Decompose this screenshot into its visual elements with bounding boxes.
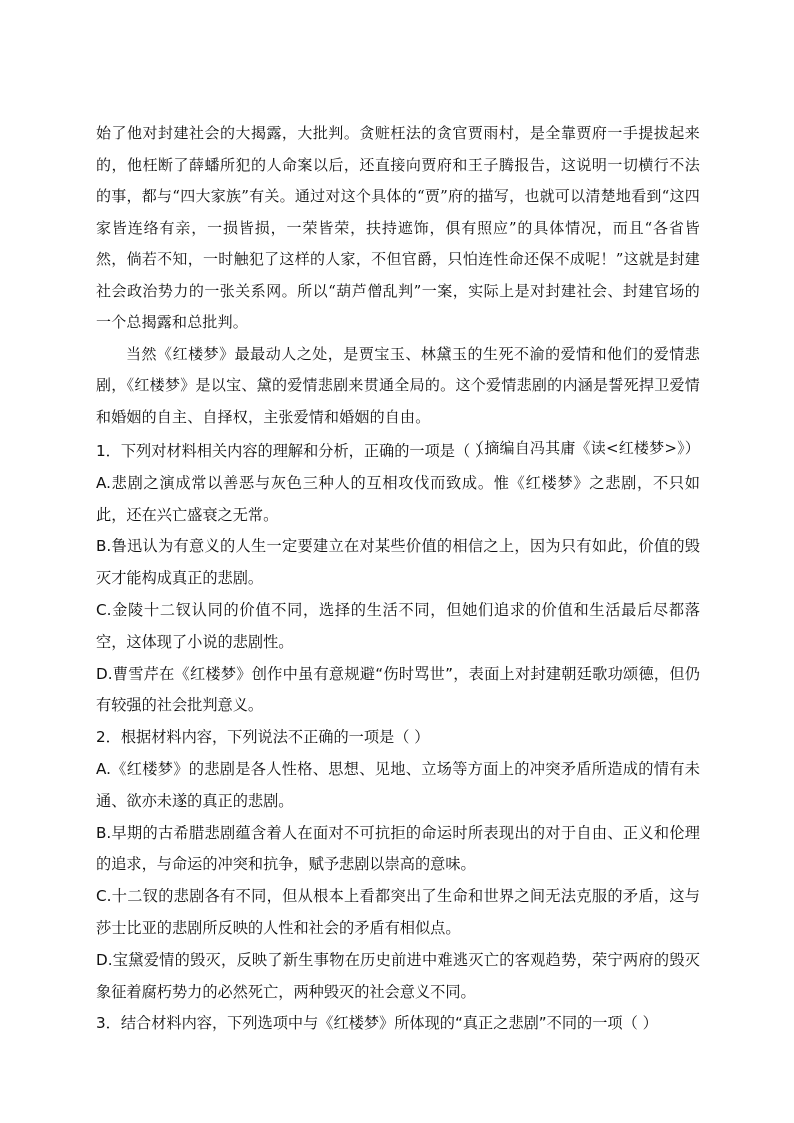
question-2-stem: 2．根据材料内容，下列说法不正确的一项是（ ） — [96, 728, 430, 747]
question-1-option-c: C.金陵十二钗认同的价值不同，选择的生活不同，但她们追求的价值和生活最后尽都落空，这体现了小说的悲剧性。 — [96, 600, 700, 651]
passage-source: （摘编自冯其庸《读<红楼梦>》） — [469, 439, 700, 457]
question-2-option-d: D.宝黛爱情的毁灭，反映了新生事物在历史前进中难逃灭亡的客观趋势，荣宁两府的毁灭象征着腐朽势力的必然死亡，两种毁灭的社会意义不同。 — [96, 950, 700, 1001]
question-1-option-d: D.曹雪芹在《红楼梦》创作中虽有意规避“伤时骂世”，表面上对封建朝廷歌功颂德，但仍有较强的社会批判意义。 — [96, 664, 700, 715]
question-2-option-a: A.《红楼梦》的悲剧是各人性格、思想、见地、立场等方面上的冲突矛盾所造成的情有未通、欲亦未遂的真正的悲剧。 — [96, 759, 700, 810]
question-list — [96, 436, 700, 1040]
question-2 — [96, 722, 700, 1008]
question-2-option-b: B.早期的古希腊悲剧蕴含着人在面对不可抗拒的命运时所表现出的对于自由、正义和伦理的追求，与命运的冲突和抗争，赋予悲剧以崇高的意味。 — [96, 823, 700, 874]
passage-paragraph-2: 当然《红楼梦》最最动人之处，是贾宝玉、林黛玉的生死不渝的爱情和他们的爱情悲剧，《红楼梦》是以宝、黛的爱情悲剧来贯通全局的。这个爱情悲剧的内涵是誓死捍卫爱情和婚姻的自主、自择权，主张爱情和婚姻的自由。 — [96, 344, 700, 426]
reading-passage — [96, 118, 700, 465]
question-1-option-a: A.悲剧之演成常以善恶与灰色三种人的互相攻伐而致成。惟《红楼梦》之悲剧，不只如此，还在兴亡盛衰之无常。 — [96, 473, 700, 524]
question-2-option-c: C.十二钗的悲剧各有不同，但从根本上看都突出了生命和世界之间无法克服的矛盾，这与莎士比亚的悲剧所反映的人性和社会的矛盾有相似点。 — [96, 887, 700, 937]
question-3-stem: 3．结合材料内容，下列选项中与《红楼梦》所体现的“真正之悲剧”不同的一项（ ） — [96, 1014, 658, 1033]
question-3 — [96, 1008, 700, 1040]
passage-paragraph-1: 始了他对封建社会的大揭露，大批判。贪赃枉法的贪官贾雨村，是全靠贾府一手提拔起来的，他枉断了薛蟠所犯的人命案以后，还直接向贾府和王子腾报告，这说明一切横行不法的事，都与“四大家族”有关。通过对这个具体的“贾”府的描写，也就可以清楚地看到“这四家皆连络有亲，一损皆损，一荣皆荣，扶持遮饰，俱有照应”的具体情况，而且“各省皆然，倘若不知，一时触犯了这样的人家，不但官爵，只怕连性命还保不成呢！”这就是封建社会政治势力的一张关系网。所以“葫芦僧乱判”一案，实际上是对封建社会、封建官场的一个总揭露和总批判。 — [96, 124, 700, 331]
question-1-stem: 1．下列对材料相关内容的理解和分析，正确的一项是（ ） — [96, 442, 491, 460]
question-1-option-b: B.鲁迅认为有意义的人生一定要建立在对某些价值的相信之上，因为只有如此，价值的毁灭才能构成真正的悲剧。 — [96, 537, 700, 588]
question-1 — [96, 436, 700, 722]
